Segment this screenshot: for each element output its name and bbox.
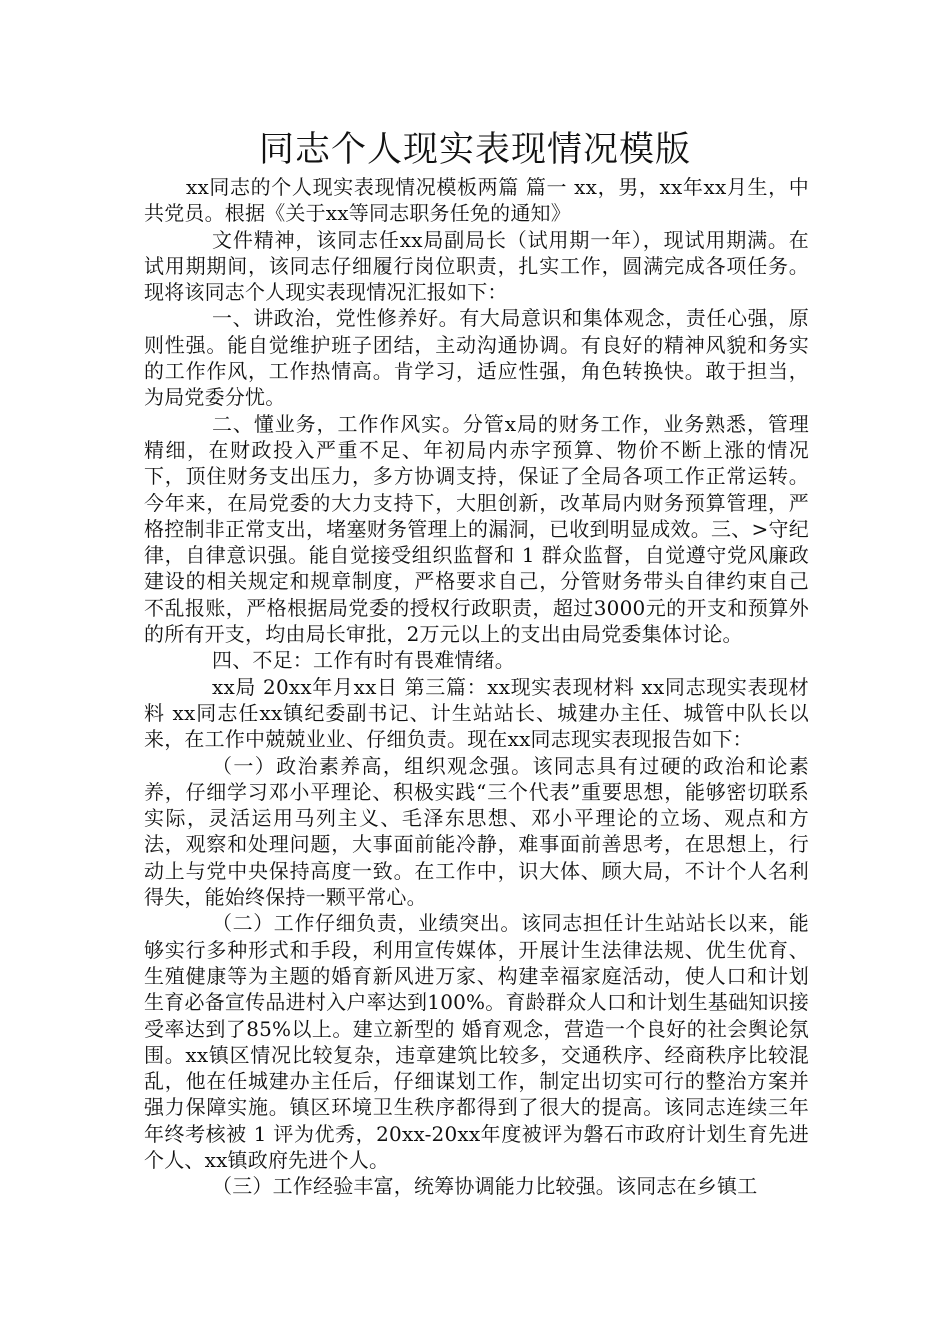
paragraph-item-3: （三）工作经验丰富，统筹协调能力比较强。该同志在乡镇工 <box>212 1174 758 1199</box>
paragraph-section-2: 二、懂业务，工作作风实。分管x局的财务工作，业务熟悉，管理精细，在财政投入严重不足、年初局内赤字预算、物价不断上涨的情况下，顶住财务支出压力，多方协调支持，保证了全局各项工作正常运转。今年来，在局党委的大力支持下，大胆创新，改革局内财务预算管理，严格控制非正常支出，堵塞财务管理上的漏洞，已收到明显成效。三、>守纪律，自律意识强。能自觉接受组织监督和 1 群众监督，自觉遵守党风廉政建设的相关规定和规章制度，严格要求自己，分管财务带头自律约束自己不乱报账，严格根据局党委的授权行政职责，超过3000元的开支和预算外的所有开支，均由局长审批，2万元以上的支出由局党委集体讨论。 <box>144 411 809 647</box>
paragraph-part-3-header: xx局 20xx年月xx日 第三篇：xx现实表现材料 xx同志现实表现材料 xx同志任xx镇纪委副书记、计生站站长、城建办主任、城管中队长以来，在工作中兢兢业业、仔细负责。现在xx同志现实表现报告如下： <box>144 674 809 752</box>
paragraph-document-spirit: 文件精神，该同志任xx局副局长（试用期一年），现试用期满。在试用期期间，该同志仔细履行岗位职责，扎实工作，圆满完成各项任务。现将该同志个人现实表现情况汇报如下： <box>144 227 809 305</box>
paragraph-intro: xx同志的个人现实表现情况模板两篇 篇一 xx，男，xx年xx月生，中共党员。根据《关于xx等同志职务任免的通知》 <box>144 175 809 226</box>
paragraph-section-1: 一、讲政治，党性修养好。有大局意识和集体观念，责任心强，原则性强。能自觉维护班子团结，主动沟通协调。有良好的精神风貌和务实的工作作风，工作热情高。肯学习，适应性强，角色转换快。敢于担当，为局党委分忧。 <box>144 306 809 410</box>
paragraph-section-4: 四、不足：工作有时有畏难情绪。 <box>212 648 515 673</box>
paragraph-item-2: （二）工作仔细负责，业绩突出。该同志担任计生站站长以来，能够实行多种形式和手段，利用宣传媒体，开展计生法律法规、优生优育、生殖健康等为主题的婚育新风进万家、构建幸福家庭活动，使人口和计划生育必备宣传品进村入户率达到100%。育龄群众人口和计划生基础知识接受率达到了85%以上。建立新型的 婚育观念，营造一个良好的社会舆论氛围。xx镇区情况比较复杂，违章建筑比较多，交通秩序、经商秩序比较混乱，他在任城建办主任后，仔细谋划工作，制定出切实可行的整治方案并强力保障实施。镇区环境卫生秩序都得到了很大的提高。该同志连续三年年终考核被 1 评为优秀，20xx-20xx年度被评为磐石市政府计划生育先进个人、xx镇政府先进个人。 <box>144 911 809 1172</box>
document-title: 同志个人现实表现情况模版 <box>258 130 691 170</box>
document-body <box>144 174 809 1200</box>
paragraph-item-1: （一）政治素养高，组织观念强。该同志具有过硬的政治和论素养，仔细学习邓小平理论、积极实践“三个代表”重要思想，能够密切联系实际，灵活运用马列主义、毛泽东思想、邓小平理论的立场、观点和方法，观察和处理问题，大事面前能冷静，难事面前善思考，在思想上，行动上与党中央保持高度一致。在工作中，识大体、顾大局，不计个人名利得失，能始终保持一颗平常心。 <box>144 753 809 910</box>
